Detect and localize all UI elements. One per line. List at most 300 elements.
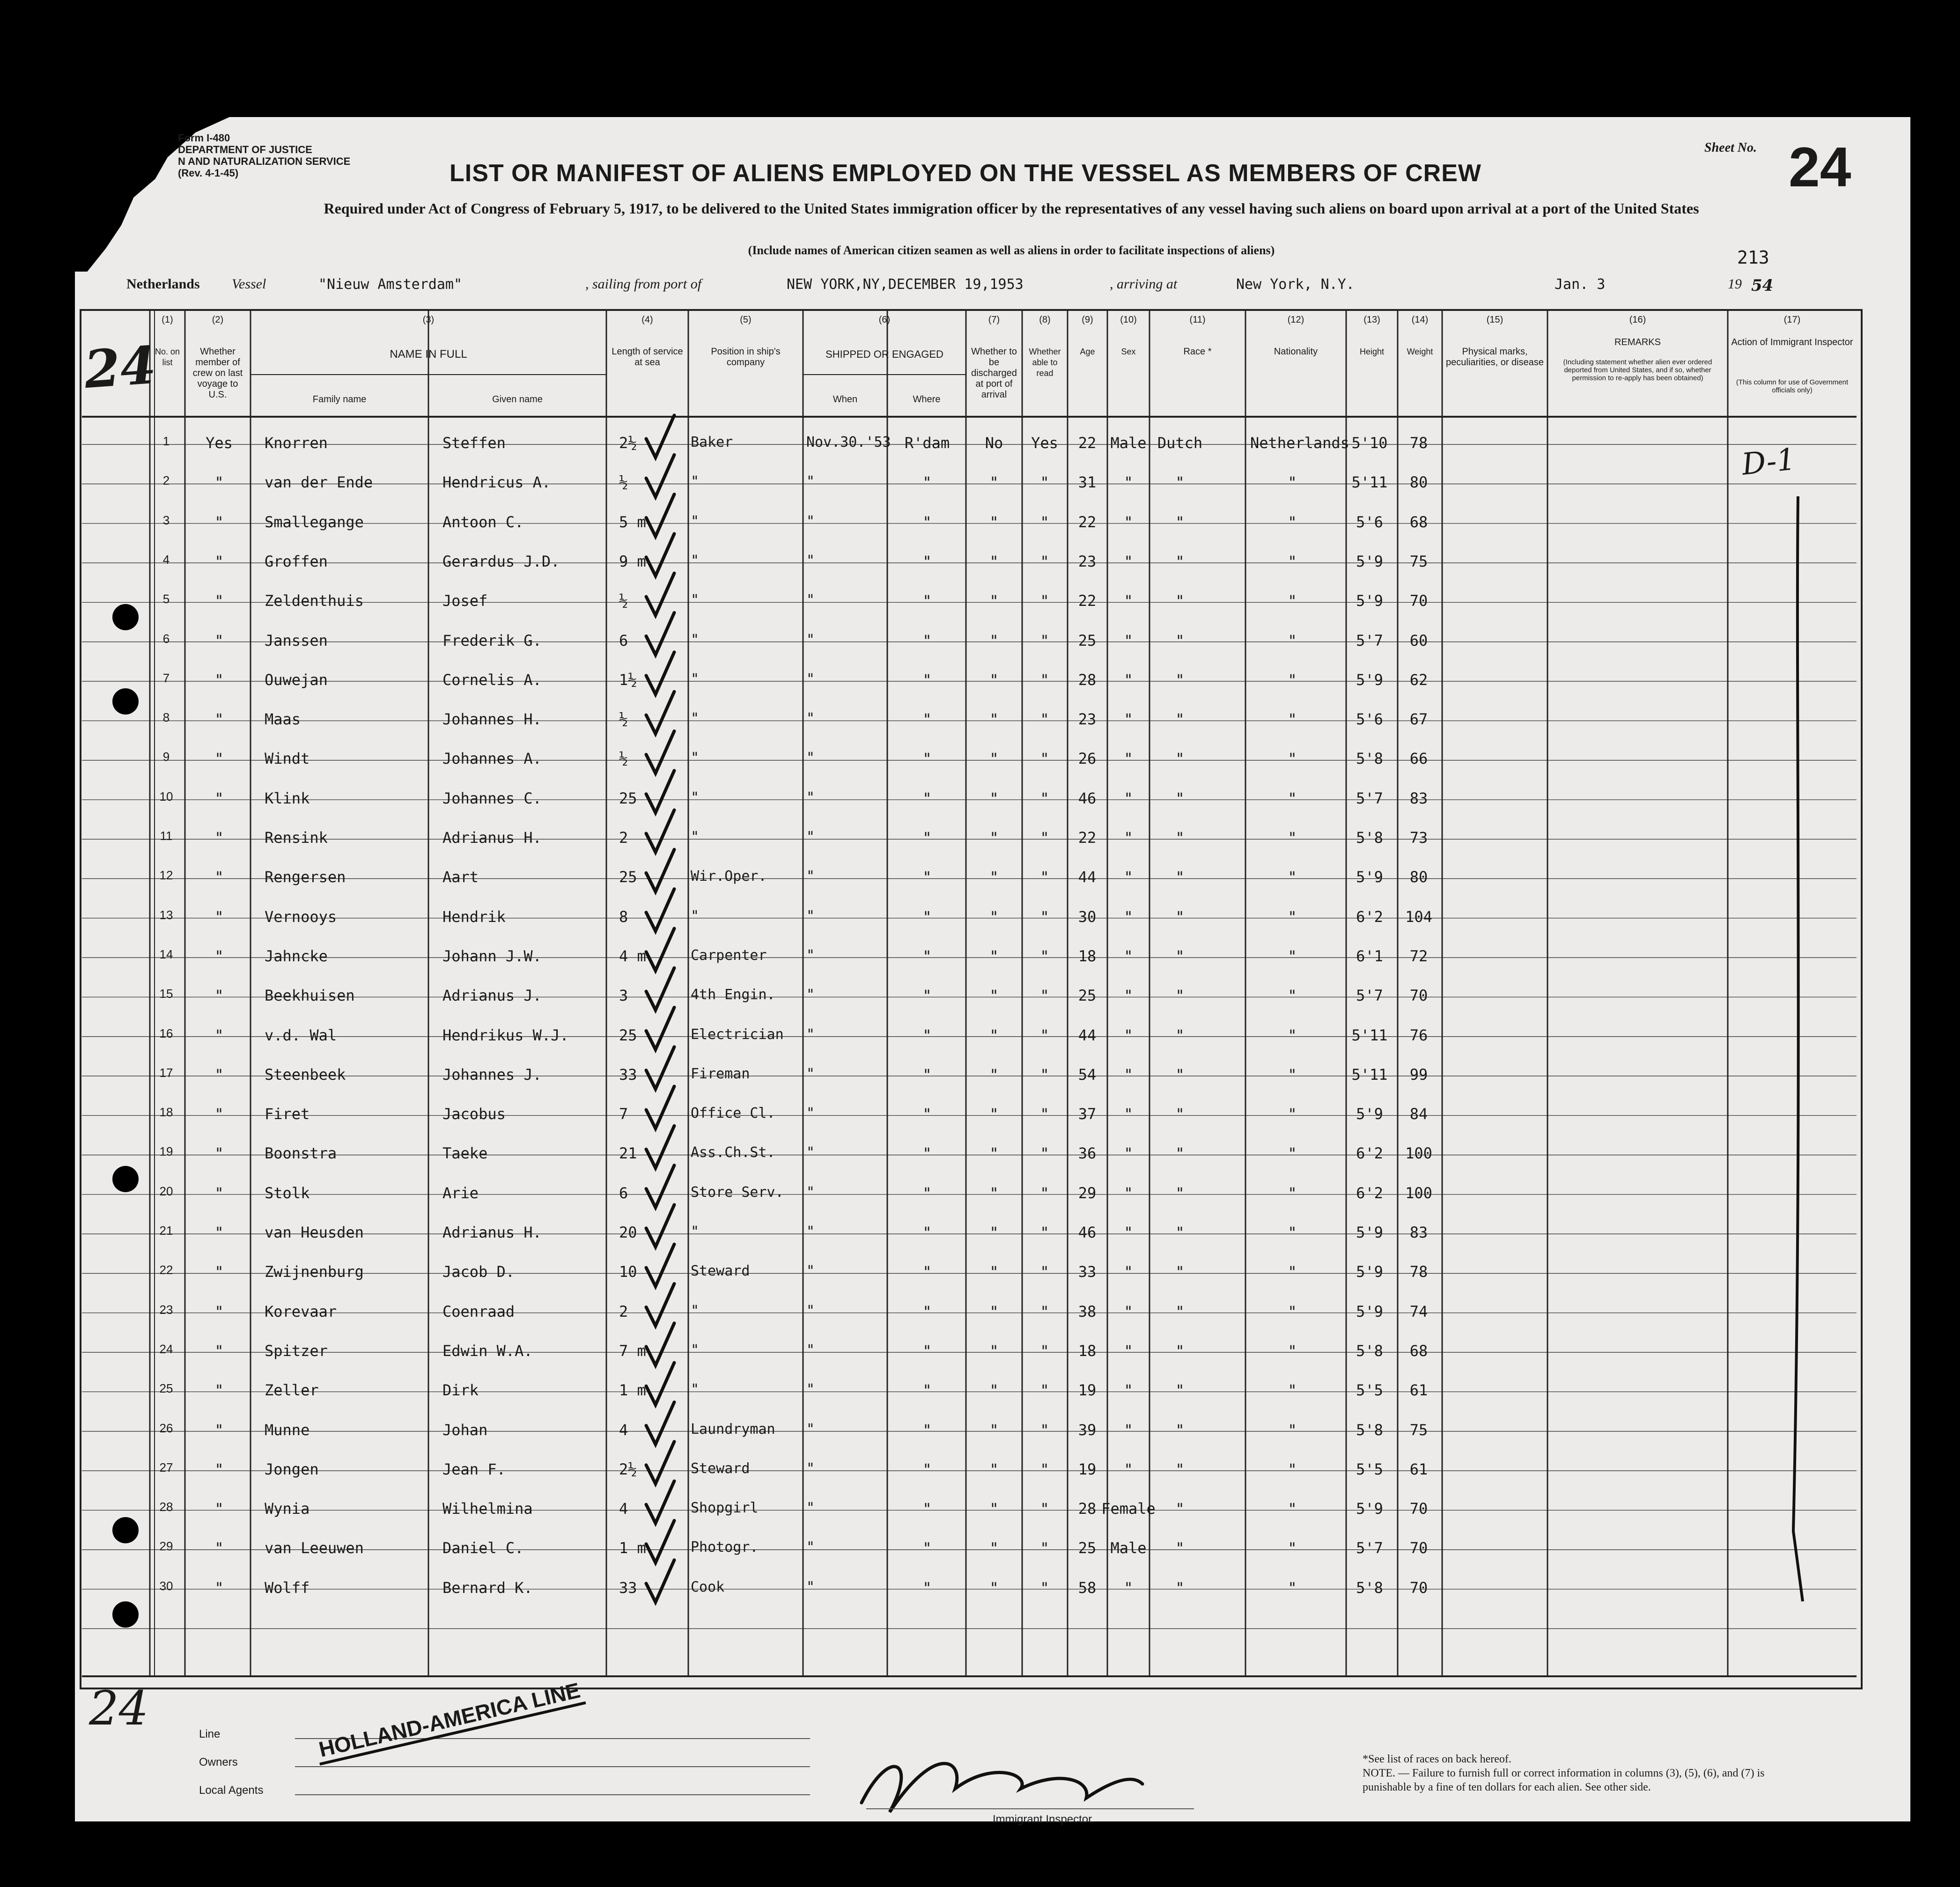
- length-of-service: 6: [619, 631, 628, 649]
- race: ": [1175, 947, 1185, 965]
- able-to-read: ": [1040, 1065, 1049, 1084]
- inspector-label: Immigrant Inspector.: [993, 1813, 1095, 1826]
- age: 18: [1078, 1342, 1097, 1360]
- able-to-read: ": [1040, 1302, 1049, 1320]
- shipped-where: ": [922, 631, 932, 649]
- weight: 72: [1409, 947, 1428, 965]
- family-name: van Leeuwen: [265, 1539, 364, 1557]
- position: Steward: [691, 1263, 750, 1280]
- given-name: Johan: [442, 1421, 488, 1439]
- race: Dutch: [1157, 434, 1203, 452]
- column-number: (17): [1783, 315, 1801, 325]
- shipped-where: ": [922, 1065, 932, 1084]
- punch-hole: [112, 604, 139, 630]
- length-of-service: ½: [619, 710, 628, 729]
- family-name: Rensink: [265, 829, 328, 847]
- position: Wir.Oper.: [691, 868, 767, 885]
- sex: ": [1124, 1421, 1133, 1439]
- row-number: 7: [162, 671, 170, 685]
- shipped-when: ": [806, 1184, 815, 1201]
- position: ": [691, 1302, 700, 1319]
- nationality: ": [1288, 671, 1297, 689]
- race: ": [1175, 907, 1185, 926]
- able-to-read: ": [1040, 1578, 1049, 1597]
- crew-last-voyage: ": [214, 473, 224, 492]
- shipped-when: ": [806, 987, 815, 1003]
- column-header: Action of Immigrant Inspector: [1731, 337, 1853, 347]
- race: ": [1175, 1342, 1185, 1360]
- age: 29: [1078, 1184, 1097, 1202]
- vessel-flag: Netherlands: [126, 276, 200, 292]
- crew-last-voyage: ": [214, 1381, 224, 1400]
- sex: ": [1124, 1302, 1133, 1320]
- age: 46: [1078, 789, 1097, 807]
- position: 4th Engin.: [691, 987, 775, 1003]
- crew-last-voyage: ": [214, 631, 224, 649]
- column-number: (3): [422, 315, 435, 325]
- age: 22: [1078, 434, 1097, 452]
- age: 28: [1078, 671, 1097, 689]
- check-mark: [646, 534, 674, 576]
- shipped-when: ": [806, 1342, 815, 1358]
- shipped-when: ": [806, 631, 815, 648]
- sex: ": [1124, 829, 1133, 847]
- height: 6'2: [1356, 1184, 1383, 1202]
- punch-hole: [112, 1166, 139, 1192]
- nationality: ": [1288, 789, 1297, 807]
- shipped-when: ": [806, 1460, 815, 1477]
- position: Shopgirl: [691, 1500, 759, 1517]
- height: 5'9: [1356, 552, 1383, 570]
- shipped-where: ": [922, 1026, 932, 1044]
- shipped-where: ": [922, 710, 932, 729]
- discharged: ": [989, 592, 999, 610]
- sex: ": [1124, 947, 1133, 965]
- footer-owners-label: Owners: [199, 1756, 238, 1769]
- crew-last-voyage: ": [214, 592, 224, 610]
- footer-agents-label: Local Agents: [199, 1784, 264, 1797]
- race: ": [1175, 987, 1185, 1005]
- able-to-read: ": [1040, 552, 1049, 570]
- arrival-date: Jan. 3: [1555, 276, 1606, 293]
- given-name: Johannes C.: [442, 789, 542, 807]
- position: ": [691, 631, 700, 648]
- column-subheader: Given name: [492, 394, 543, 405]
- length-of-service: 2½: [619, 1460, 637, 1478]
- row-number: 30: [159, 1578, 173, 1593]
- shipped-where: ": [922, 1224, 932, 1241]
- age: 22: [1078, 592, 1097, 610]
- shipped-where: ": [922, 1302, 932, 1320]
- row-number: 3: [162, 513, 170, 527]
- sex: ": [1124, 513, 1133, 531]
- family-name: van der Ende: [265, 473, 373, 492]
- discharged: ": [989, 1381, 999, 1400]
- able-to-read: ": [1040, 710, 1049, 729]
- discharged: ": [989, 1224, 999, 1241]
- check-mark: [646, 968, 674, 1010]
- position: ": [691, 473, 700, 490]
- height: 5'9: [1356, 1302, 1383, 1320]
- length-of-service: 25: [619, 868, 637, 886]
- discharged: ": [989, 631, 999, 649]
- given-name: Hendricus A.: [442, 473, 551, 492]
- sheet-label: Sheet No.: [1704, 140, 1757, 155]
- stamp-number: 213: [1737, 247, 1769, 268]
- length-of-service: 4: [619, 1421, 628, 1439]
- year-prefix: 19: [1728, 276, 1742, 292]
- nationality: ": [1288, 987, 1297, 1005]
- nationality: ": [1288, 552, 1297, 570]
- given-name: Edwin W.A.: [442, 1342, 533, 1360]
- row-number: 15: [159, 987, 173, 1001]
- race: ": [1175, 710, 1185, 729]
- shipped-when: ": [806, 1500, 815, 1517]
- age: 37: [1078, 1105, 1097, 1123]
- age: 19: [1078, 1381, 1097, 1400]
- sex: Male: [1110, 434, 1147, 452]
- row-number: 1: [162, 434, 170, 448]
- length-of-service: 6: [619, 1184, 628, 1202]
- year-suffix: 54: [1751, 276, 1774, 295]
- discharged: ": [989, 671, 999, 689]
- crew-last-voyage: ": [214, 1302, 224, 1320]
- row-number: 24: [159, 1342, 173, 1356]
- column-subheader: Family name: [312, 394, 367, 405]
- column-header: Whether member of crew on last voyage to U.S.: [192, 346, 243, 400]
- row-number: 21: [159, 1224, 173, 1238]
- shipped-when: ": [806, 1302, 815, 1319]
- inspector-bracket-line: [1793, 496, 1803, 1601]
- nationality: ": [1288, 1065, 1297, 1084]
- column-number: (15): [1486, 315, 1503, 325]
- check-mark: [646, 1047, 674, 1089]
- column-header: No. on list: [155, 347, 180, 367]
- nationality: ": [1288, 750, 1297, 768]
- nationality: ": [1288, 1460, 1297, 1478]
- sex: ": [1124, 552, 1133, 570]
- position: ": [691, 1224, 700, 1240]
- position: Baker: [691, 434, 733, 450]
- discharged: ": [989, 1460, 999, 1478]
- crew-last-voyage: ": [214, 1144, 224, 1163]
- height: 5'11: [1351, 1065, 1388, 1084]
- position: Store Serv.: [691, 1184, 784, 1201]
- crew-last-voyage: ": [214, 710, 224, 729]
- check-mark: [646, 692, 674, 734]
- position: ": [691, 710, 700, 727]
- race: ": [1175, 1065, 1185, 1084]
- column-number: (14): [1411, 315, 1429, 325]
- race: ": [1175, 552, 1185, 570]
- shipped-when: ": [806, 592, 815, 609]
- nationality: ": [1288, 1500, 1297, 1518]
- shipped-where: ": [922, 907, 932, 926]
- length-of-service: 33: [619, 1578, 637, 1597]
- sailing-label: , sailing from port of: [585, 276, 702, 292]
- check-mark: [646, 455, 674, 497]
- given-name: Jacob D.: [442, 1263, 515, 1281]
- shipped-where: ": [922, 987, 932, 1005]
- weight: 74: [1409, 1302, 1428, 1320]
- height: 5'7: [1356, 1539, 1383, 1557]
- arriving-label: , arriving at: [1110, 276, 1178, 292]
- race: ": [1175, 592, 1185, 610]
- age: 23: [1078, 710, 1097, 729]
- family-name: Smallegange: [265, 513, 364, 531]
- discharged: ": [989, 552, 999, 570]
- row-number: 25: [159, 1381, 173, 1396]
- nationality: ": [1288, 473, 1297, 492]
- position: ": [691, 671, 700, 687]
- family-name: Ouwejan: [265, 671, 328, 689]
- length-of-service: 2: [619, 829, 628, 847]
- discharged: ": [989, 1065, 999, 1084]
- column-number: (5): [740, 315, 752, 325]
- weight: 99: [1409, 1065, 1428, 1084]
- discharged: ": [989, 1342, 999, 1360]
- able-to-read: ": [1040, 473, 1049, 492]
- footer-line-label: Line: [199, 1728, 221, 1740]
- able-to-read: ": [1040, 1539, 1049, 1557]
- position: Fireman: [691, 1065, 750, 1082]
- height: 5'11: [1351, 1026, 1388, 1044]
- note-label: NOTE.: [1363, 1767, 1395, 1779]
- race: ": [1175, 513, 1185, 531]
- check-mark: [646, 929, 674, 971]
- row-number: 23: [159, 1302, 173, 1317]
- age: 19: [1078, 1460, 1097, 1478]
- check-mark: [646, 1284, 674, 1326]
- height: 5'9: [1356, 671, 1383, 689]
- height: 5'8: [1356, 1421, 1383, 1439]
- able-to-read: ": [1040, 631, 1049, 649]
- shipped-when: ": [806, 1224, 815, 1240]
- shipped-when: ": [806, 1026, 815, 1043]
- row-number: 12: [159, 868, 173, 883]
- family-name: Stolk: [265, 1184, 310, 1202]
- check-mark: [646, 1126, 674, 1168]
- family-name: Spitzer: [265, 1342, 328, 1360]
- crew-last-voyage: ": [214, 987, 224, 1005]
- weight: 61: [1409, 1381, 1428, 1400]
- race: ": [1175, 671, 1185, 689]
- shipped-when: ": [806, 1381, 815, 1398]
- able-to-read: ": [1040, 592, 1049, 610]
- sex: ": [1124, 750, 1133, 768]
- length-of-service: 8: [619, 907, 628, 926]
- age: 38: [1078, 1302, 1097, 1320]
- length-of-service: 3: [619, 987, 628, 1005]
- column-header: Whether able to read: [1029, 347, 1061, 378]
- position: ": [691, 907, 700, 924]
- column-number: (11): [1189, 315, 1206, 325]
- column-subheader: When: [833, 394, 858, 405]
- column-number: (16): [1629, 315, 1646, 325]
- column-subheader: Where: [913, 394, 941, 405]
- shipped-where: ": [922, 592, 932, 610]
- inspector-rule: [866, 1808, 1194, 1809]
- discharged: ": [989, 473, 999, 492]
- check-mark: [646, 1205, 674, 1247]
- weight: 83: [1409, 789, 1428, 807]
- sex: Male: [1110, 1539, 1147, 1557]
- given-name: Antoon C.: [442, 513, 524, 531]
- column-number: (4): [641, 315, 653, 325]
- shipped-when: ": [806, 789, 815, 806]
- crew-last-voyage: ": [214, 1421, 224, 1439]
- race: ": [1175, 1224, 1185, 1241]
- discharged: ": [989, 1302, 999, 1320]
- given-name: Arie: [442, 1184, 479, 1202]
- length-of-service: 4 m: [619, 947, 646, 965]
- column-number: (7): [988, 315, 1000, 325]
- weight: 70: [1409, 1578, 1428, 1597]
- position: Ass.Ch.St.: [691, 1144, 775, 1161]
- shipped-where: R'dam: [904, 434, 950, 452]
- row-number: 4: [162, 552, 170, 567]
- sex: ": [1124, 987, 1133, 1005]
- shipped-where: ": [922, 1263, 932, 1281]
- row-number: 13: [159, 907, 173, 922]
- nationality: ": [1288, 1421, 1297, 1439]
- age: 31: [1078, 473, 1097, 492]
- sex: ": [1124, 1065, 1133, 1084]
- age: 36: [1078, 1144, 1097, 1163]
- discharged: ": [989, 710, 999, 729]
- family-name: Windt: [265, 750, 310, 768]
- nationality: ": [1288, 1184, 1297, 1202]
- given-name: Gerardus J.D.: [442, 552, 560, 570]
- shipped-where: ": [922, 513, 932, 531]
- check-mark: [646, 849, 674, 892]
- sex: Female: [1101, 1500, 1156, 1518]
- age: 25: [1078, 1539, 1097, 1557]
- row-number: 5: [162, 592, 170, 606]
- length-of-service: 2: [619, 1302, 628, 1320]
- able-to-read: ": [1040, 671, 1049, 689]
- page-title: LIST OR MANIFEST OF ALIENS EMPLOYED ON THE VESSEL AS MEMBERS OF CREW: [449, 160, 1481, 187]
- weight: 75: [1409, 552, 1428, 570]
- row-number: 16: [159, 1026, 173, 1040]
- given-name: Adrianus H.: [442, 1224, 542, 1241]
- check-mark: [646, 1520, 674, 1563]
- handwritten-sheet-bottom: 24: [89, 1681, 149, 1736]
- sex: ": [1124, 1224, 1133, 1241]
- discharged: ": [989, 907, 999, 926]
- height: 5'9: [1356, 1263, 1383, 1281]
- weight: 70: [1409, 1539, 1428, 1557]
- crew-last-voyage: ": [214, 1539, 224, 1557]
- column-number: (13): [1363, 315, 1380, 325]
- nationality: ": [1288, 631, 1297, 649]
- length-of-service: 33: [619, 1065, 637, 1084]
- position: Office Cl.: [691, 1105, 775, 1122]
- check-mark: [646, 1402, 674, 1445]
- check-mark: [646, 810, 674, 852]
- column-number: (10): [1120, 315, 1137, 325]
- row-number: 20: [159, 1184, 173, 1198]
- shipped-when: ": [806, 1263, 815, 1280]
- age: 39: [1078, 1421, 1097, 1439]
- age: 28: [1078, 1500, 1097, 1518]
- crew-last-voyage: ": [214, 671, 224, 689]
- column-number: (12): [1287, 315, 1304, 325]
- height: 5'7: [1356, 631, 1383, 649]
- discharged: ": [989, 987, 999, 1005]
- shipped-where: ": [922, 671, 932, 689]
- check-mark: [646, 1442, 674, 1484]
- row-number: 26: [159, 1421, 173, 1435]
- sex: ": [1124, 631, 1133, 649]
- shipped-where: ": [922, 789, 932, 807]
- height: 5'7: [1356, 789, 1383, 807]
- position: ": [691, 592, 700, 609]
- sex: ": [1124, 1578, 1133, 1597]
- discharged: ": [989, 1578, 999, 1597]
- age: 23: [1078, 552, 1097, 570]
- shipped-where: ": [922, 829, 932, 847]
- shipped-where: ": [922, 1105, 932, 1123]
- arrival-port: New York, N.Y.: [1236, 276, 1355, 293]
- shipped-when: ": [806, 907, 815, 924]
- length-of-service: 1 m: [619, 1381, 646, 1400]
- weight: 70: [1409, 592, 1428, 610]
- column-number: (9): [1082, 315, 1093, 325]
- sex: ": [1124, 1342, 1133, 1360]
- position: ": [691, 789, 700, 806]
- height: 6'1: [1356, 947, 1383, 965]
- crew-last-voyage: ": [214, 789, 224, 807]
- sex: ": [1124, 1460, 1133, 1478]
- given-name: Adrianus J.: [442, 987, 542, 1005]
- shipped-where: ": [922, 1184, 932, 1202]
- position: ": [691, 552, 700, 569]
- sheet-number: 24: [1789, 136, 1851, 199]
- race: ": [1175, 1578, 1185, 1597]
- weight: 83: [1409, 1224, 1428, 1241]
- column-number: (2): [212, 315, 224, 325]
- nationality: ": [1288, 1105, 1297, 1123]
- sex: ": [1124, 907, 1133, 926]
- form-service: N AND NATURALIZATION SERVICE: [178, 155, 351, 167]
- age: 25: [1078, 631, 1097, 649]
- race: ": [1175, 789, 1185, 807]
- position: Cook: [691, 1578, 725, 1595]
- able-to-read: ": [1040, 868, 1049, 886]
- column-number: (6): [878, 315, 891, 325]
- weight: 73: [1409, 829, 1428, 847]
- shipped-when: ": [806, 473, 815, 490]
- position: ": [691, 1381, 700, 1398]
- row-number: 14: [159, 947, 173, 961]
- weight: 100: [1405, 1144, 1432, 1163]
- sex: ": [1124, 592, 1133, 610]
- nationality: Netherlands: [1250, 434, 1349, 452]
- crew-last-voyage: ": [214, 750, 224, 768]
- column-header: Whether to be discharged at port of arrival: [971, 346, 1017, 400]
- handwritten-sheet-top: 24: [82, 334, 158, 400]
- crew-last-voyage: ": [214, 1460, 224, 1478]
- shipped-when: ": [806, 829, 815, 845]
- sex: ": [1124, 1105, 1133, 1123]
- nationality: ": [1288, 513, 1297, 531]
- shipped-where: ": [922, 1342, 932, 1360]
- sex: ": [1124, 1381, 1133, 1400]
- age: 33: [1078, 1263, 1097, 1281]
- height: 5'8: [1356, 1578, 1383, 1597]
- height: 5'8: [1356, 750, 1383, 768]
